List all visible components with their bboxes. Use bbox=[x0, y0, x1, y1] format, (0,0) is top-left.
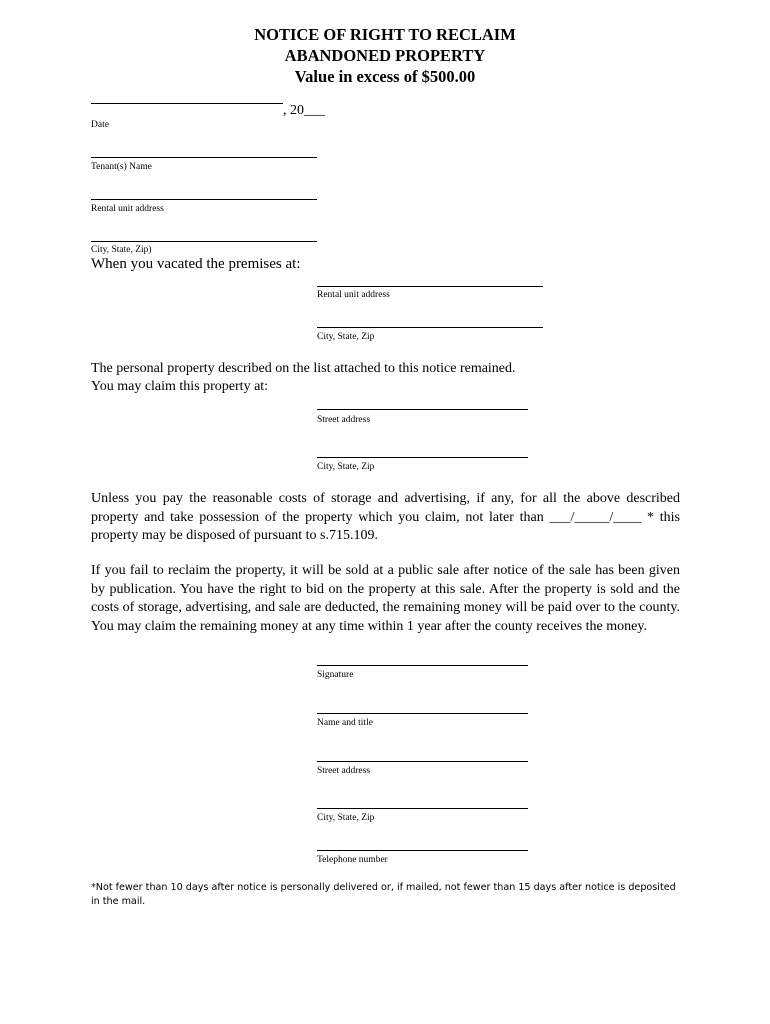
storage-paragraph: Unless you pay the reasonable costs of storage and advertising, if any, for all the above described property and take possession of the property which you claim, not later than ___/_____/____ * this property may be disposed of pursuant to s.715.109. bbox=[91, 491, 680, 543]
claim-line-2: You may claim this property at: bbox=[91, 379, 269, 394]
title-line-2: ABANDONED PROPERTY bbox=[284, 46, 486, 65]
footnote: *Not fewer than 10 days after notice is personally delivered or, if mailed, not fewer than 15 days after notice is deposited in the mail. bbox=[91, 882, 676, 907]
telephone-line[interactable] bbox=[317, 850, 528, 851]
claim-city-label: City, State, Zip bbox=[317, 462, 375, 472]
signature-line[interactable] bbox=[317, 665, 528, 666]
claim-street-label: Street address bbox=[317, 415, 371, 425]
sig-street-label: Street address bbox=[317, 766, 371, 776]
sale-paragraph: If you fail to reclaim the property, it will be sold at a public sale after notice of the sale has been given by publication. You have the right to bid on the property at this sale. After the property is sold and the costs of storage, advertising, and sale are deducted, the remaining money will be paid over to the county. You may claim the remaining money at any time within 1 year after the county receives the money. bbox=[91, 563, 680, 634]
tenant-name-line[interactable] bbox=[91, 157, 317, 158]
telephone-label: Telephone number bbox=[317, 855, 388, 865]
date-year-suffix: , 20___ bbox=[283, 103, 325, 118]
vacated-address-label: Rental unit address bbox=[317, 290, 390, 300]
city-state-zip-line[interactable] bbox=[91, 241, 317, 242]
title-line-1: NOTICE OF RIGHT TO RECLAIM bbox=[254, 25, 516, 44]
date-label: Date bbox=[91, 120, 109, 130]
sig-city-label: City, State, Zip bbox=[317, 813, 375, 823]
name-title-label: Name and title bbox=[317, 718, 373, 728]
vacated-city-label: City, State, Zip bbox=[317, 332, 375, 342]
claim-city-line[interactable] bbox=[317, 457, 528, 458]
claim-line-1: The personal property described on the list attached to this notice remained. bbox=[91, 361, 516, 376]
vacated-city-line[interactable] bbox=[317, 327, 543, 328]
title-line-3: Value in excess of $500.00 bbox=[294, 67, 476, 86]
rental-unit-address-label: Rental unit address bbox=[91, 204, 164, 214]
city-state-zip-label: City, State, Zip) bbox=[91, 245, 152, 255]
vacated-address-line[interactable] bbox=[317, 286, 543, 287]
date-line[interactable] bbox=[91, 103, 283, 104]
document-title bbox=[0, 24, 770, 87]
name-title-line[interactable] bbox=[317, 713, 528, 714]
sig-street-line[interactable] bbox=[317, 761, 528, 762]
claim-street-line[interactable] bbox=[317, 409, 528, 410]
vacated-intro: When you vacated the premises at: bbox=[91, 256, 301, 272]
signature-label: Signature bbox=[317, 670, 354, 680]
tenant-name-label: Tenant(s) Name bbox=[91, 162, 152, 172]
sig-city-line[interactable] bbox=[317, 808, 528, 809]
rental-unit-address-line[interactable] bbox=[91, 199, 317, 200]
